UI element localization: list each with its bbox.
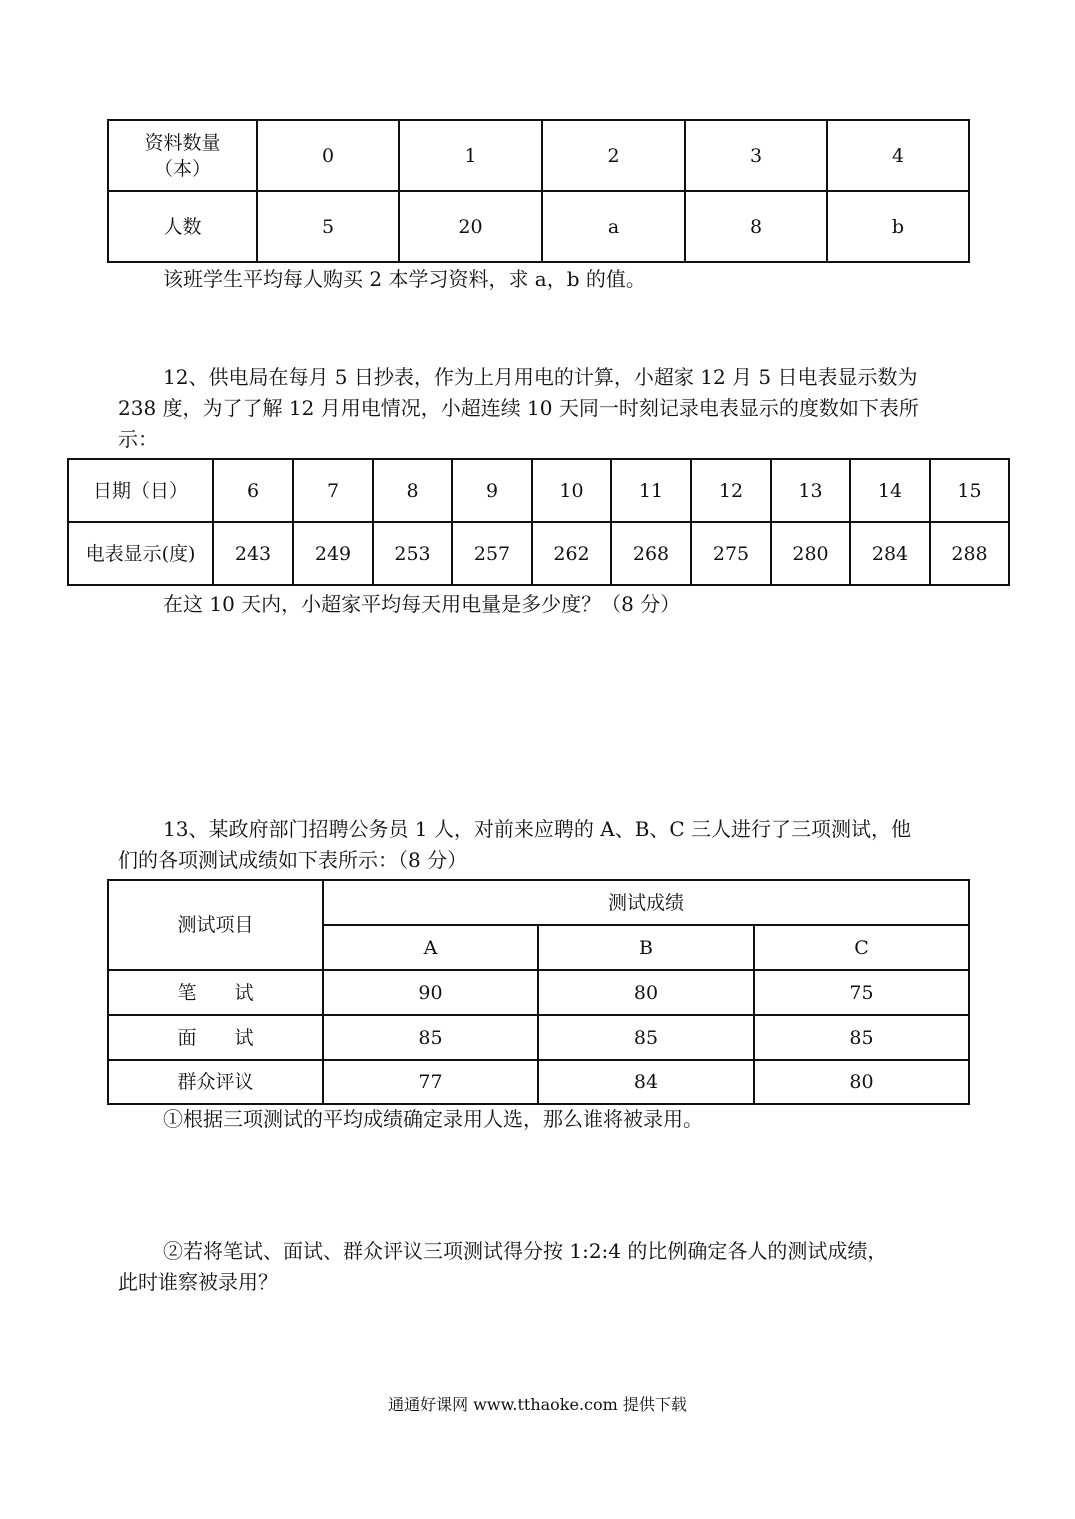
meter-cell: 268	[611, 522, 691, 585]
q13-line1: 13、某政府部门招聘公务员 1 人，对前来应聘的 A、B、C 三人进行了三项测试，他	[163, 817, 912, 841]
meter-cell: 280	[771, 522, 850, 585]
people-count-cell: b	[827, 191, 969, 262]
people-count-cell: a	[542, 191, 685, 262]
materials-count-cell: 2	[542, 120, 685, 191]
meter-cell: 249	[293, 522, 373, 585]
date-cell: 11	[611, 459, 691, 522]
meter-table	[67, 458, 1010, 586]
meter-cell: 288	[930, 522, 1009, 585]
q11-question: 该班学生平均每人购买 2 本学习资料，求 a，b 的值。	[163, 267, 646, 291]
meter-cell: 284	[850, 522, 930, 585]
date-cell: 8	[373, 459, 452, 522]
q12-question: 在这 10 天内，小超家平均每天用电量是多少度？（8 分）	[163, 592, 681, 616]
score-cell: 75	[754, 970, 969, 1015]
q12-line2: 238 度，为了了解 12 月用电情况，小超连续 10 天同一时刻记录电表显示的度数如下表所	[118, 396, 919, 420]
meter-cell: 253	[373, 522, 452, 585]
date-row-label: 日期（日）	[68, 459, 213, 522]
score-header: 测试成绩	[323, 880, 969, 925]
q13-sub1: ①根据三项测试的平均成绩确定录用人选，那么谁将被录用。	[163, 1107, 703, 1131]
materials-count-cell: 3	[685, 120, 827, 191]
materials-count-cell: 4	[827, 120, 969, 191]
candidate-header: B	[538, 925, 754, 970]
q13-sub2-line2: 此时谁察被录用？	[118, 1270, 278, 1294]
materials-header-label	[108, 120, 257, 191]
score-cell: 85	[538, 1015, 754, 1060]
date-cell: 15	[930, 459, 1009, 522]
score-cell: 85	[754, 1015, 969, 1060]
candidate-header: C	[754, 925, 969, 970]
score-cell: 90	[323, 970, 538, 1015]
scores-table	[107, 879, 970, 1105]
materials-header-label-line2: （本）	[153, 157, 211, 180]
date-cell: 9	[452, 459, 532, 522]
date-cell: 14	[850, 459, 930, 522]
q13-sub2-line1: ②若将笔试、面试、群众评议三项测试得分按 1:2:4 的比例确定各人的测试成绩，	[163, 1239, 888, 1263]
meter-cell: 262	[532, 522, 611, 585]
score-cell: 77	[323, 1060, 538, 1104]
meter-row-label: 电表显示(度)	[68, 522, 213, 585]
materials-count-cell: 0	[257, 120, 399, 191]
date-cell: 7	[293, 459, 373, 522]
score-cell: 80	[538, 970, 754, 1015]
meter-cell: 275	[691, 522, 771, 585]
score-cell: 85	[323, 1015, 538, 1060]
candidate-header: A	[323, 925, 538, 970]
q12-line1: 12、供电局在每月 5 日抄表，作为上月用电的计算，小超家 12 月 5 日电表显示数为	[163, 365, 918, 389]
people-count-cell: 20	[399, 191, 542, 262]
people-row-label: 人数	[108, 191, 257, 262]
item-header: 测试项目	[108, 880, 323, 970]
test-item-label: 面 试	[108, 1015, 323, 1060]
score-cell: 84	[538, 1060, 754, 1104]
page-footer: 通通好课网 www.tthaoke.com 提供下载	[388, 1395, 687, 1414]
date-cell: 12	[691, 459, 771, 522]
materials-table	[107, 119, 970, 263]
q12-line3: 示：	[118, 427, 158, 451]
test-item-label: 笔 试	[108, 970, 323, 1015]
score-cell: 80	[754, 1060, 969, 1104]
people-count-cell: 5	[257, 191, 399, 262]
q13-line2: 们的各项测试成绩如下表所示：（8 分）	[118, 848, 468, 872]
date-cell: 10	[532, 459, 611, 522]
meter-cell: 243	[213, 522, 293, 585]
meter-cell: 257	[452, 522, 532, 585]
date-cell: 6	[213, 459, 293, 522]
date-cell: 13	[771, 459, 850, 522]
materials-header-label-line1: 资料数量	[144, 131, 221, 154]
materials-count-cell: 1	[399, 120, 542, 191]
people-count-cell: 8	[685, 191, 827, 262]
test-item-label: 群众评议	[108, 1060, 323, 1104]
